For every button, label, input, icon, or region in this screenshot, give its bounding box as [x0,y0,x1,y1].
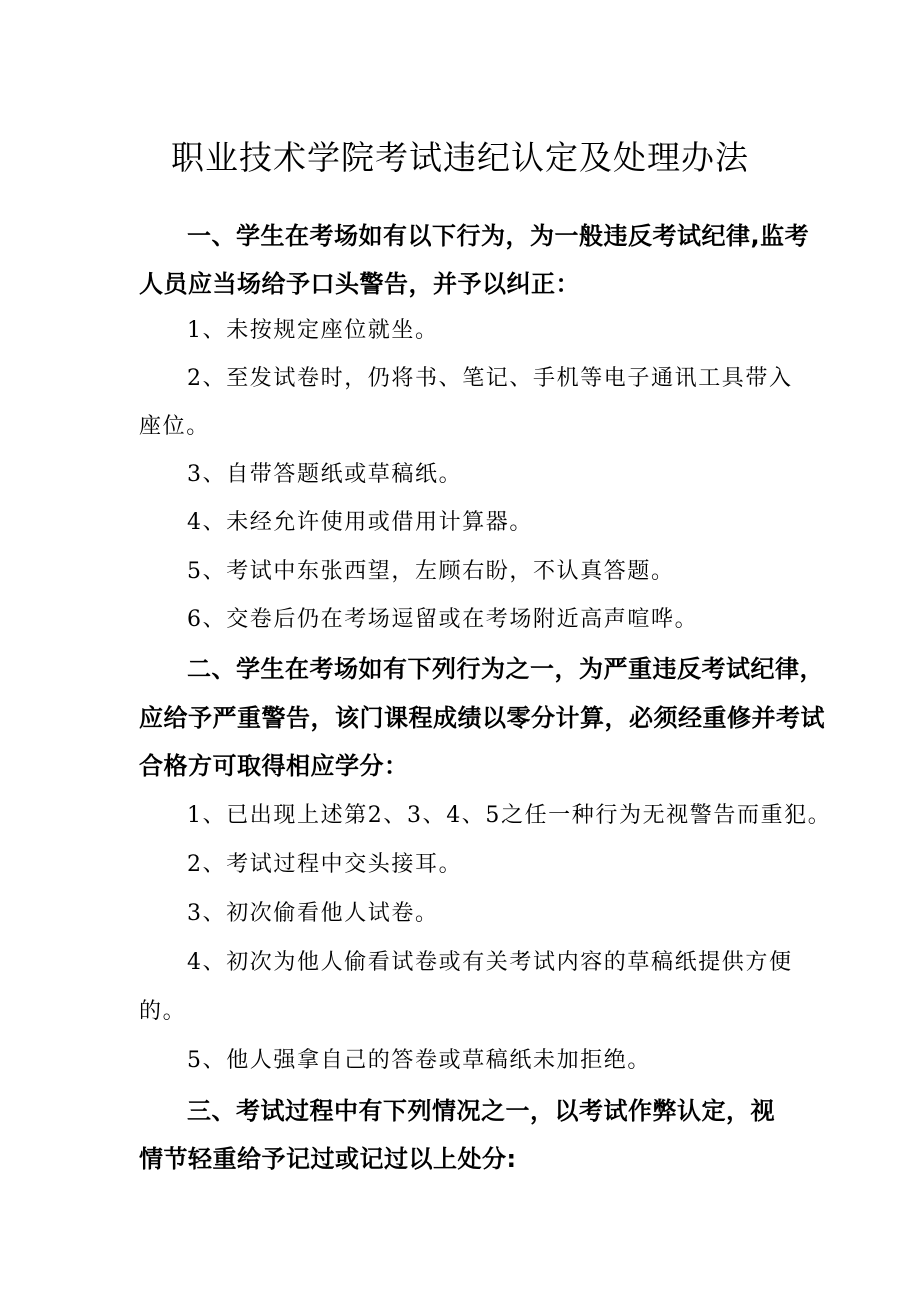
section1-item-2: 2、至发试卷时，仍将书、笔记、手机等电子通讯工具带入 [187,366,793,391]
section1-item-6: 6、交卷后仍在考场逗留或在考场附近高声喧哗。 [187,607,699,632]
section2-item-5: 5、他人强拿自己的答卷或草稿纸未加拒绝。 [187,1048,651,1073]
section2-heading-line1: 二、学生在考场如有下列行为之一，为严重违反考试纪律， [187,655,824,683]
section1-item-4: 4、未经允许使用或借用计算器。 [187,510,533,535]
section1-item-5: 5、考试中东张西望，左顾右盼，不认真答题。 [187,559,675,584]
section2-item-3: 3、初次偷看他人试卷。 [187,901,439,926]
document-title: 职业技术学院考试违纪认定及处理办法 [171,138,749,177]
section3-heading-line1: 三、考试过程中有下列情况之一，以考试作弊认定，视 [187,1097,775,1125]
section2-item-1: 1、已出现上述第2、3、4、5之任一种行为无视警告而重犯。 [187,803,832,828]
section3-heading-line2: 情节轻重给予记过或记过以上处分: [139,1145,517,1173]
section1-heading-line2: 人员应当场给予口头警告，并予以纠正： [139,270,580,298]
section2-item-4-cont: 的。 [139,999,187,1024]
section2-item-4: 4、初次为他人偷看试卷或有关考试内容的草稿纸提供方便 [187,950,793,975]
section1-heading-line1: 一、学生在考场如有以下行为，为一般违反考试纪律,监考 [187,222,810,250]
section2-heading-line2: 应给予严重警告，该门课程成绩以零分计算，必须经重修并考试 [139,704,825,732]
section1-item-3: 3、自带答题纸或草稿纸。 [187,462,463,487]
section2-item-2: 2、考试过程中交头接耳。 [187,852,463,877]
section2-heading-line3: 合格方可取得相应学分： [139,752,409,780]
section1-item-2-cont: 座位。 [139,414,210,439]
section1-item-1: 1、未按规定座位就坐。 [187,318,439,343]
